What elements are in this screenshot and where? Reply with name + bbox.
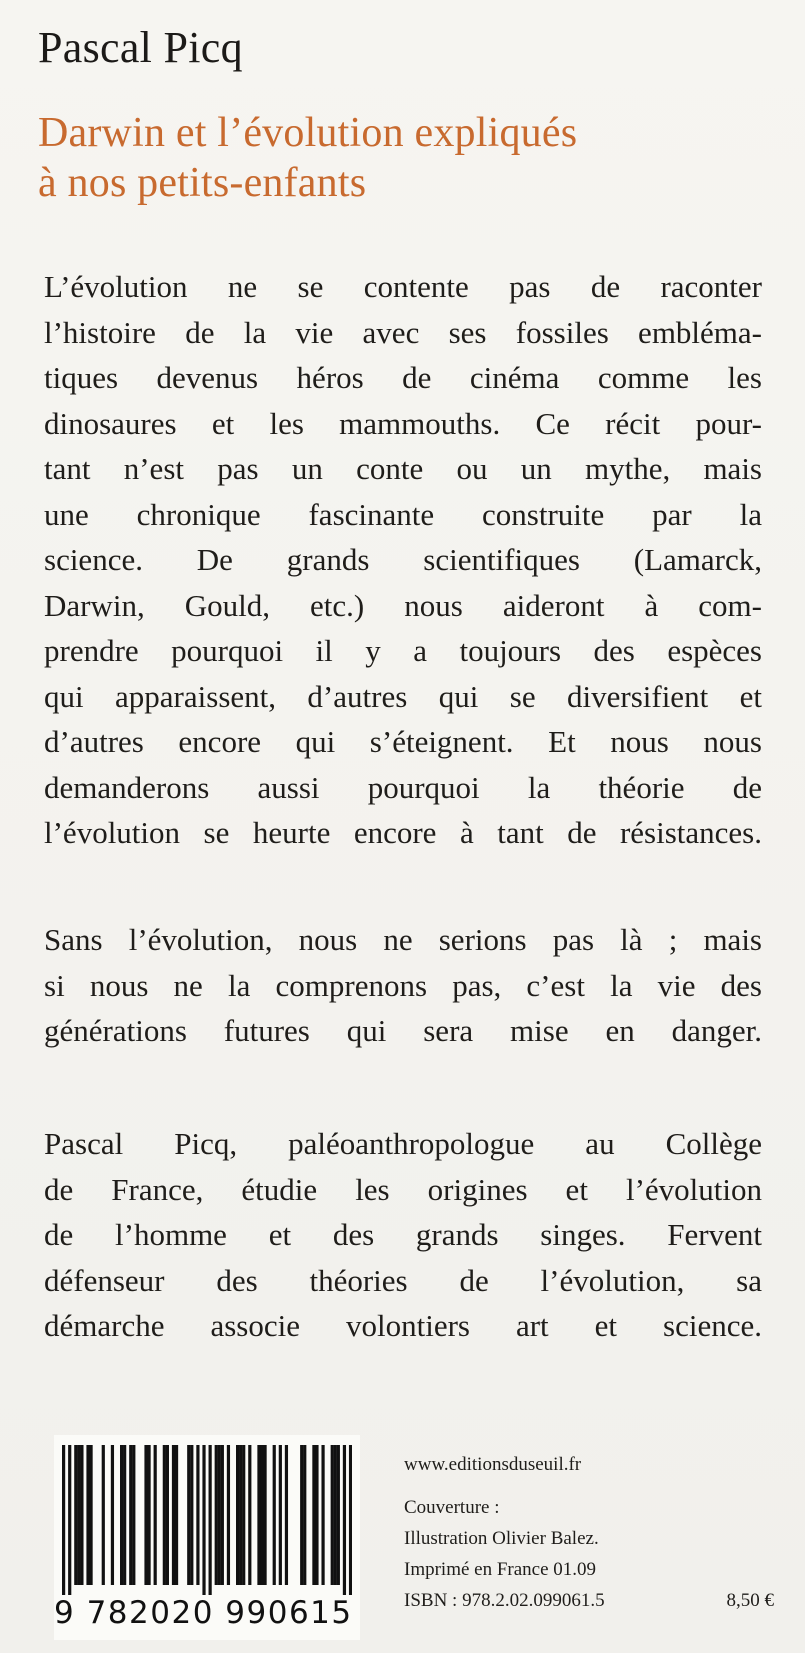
text-line: Pascal Picq, paléoanthropologue au Collège [44,1126,762,1161]
text-line: qui apparaissent, d’autres qui se diversifient et [44,678,762,714]
blurb-paragraph-2 [44,917,762,1054]
barcode-bar [154,1445,157,1585]
barcode-bar [196,1445,199,1585]
barcode-bar [263,1445,266,1585]
barcode-bar [285,1445,288,1585]
barcode-bar [279,1445,282,1585]
barcode-bar [147,1445,150,1585]
barcode-bar [163,1445,166,1585]
barcode-bar [227,1445,230,1585]
isbn-row [404,1585,774,1616]
book-title-line: Darwin et l’évolution expliqués [38,110,578,156]
barcode-bars [62,1445,352,1595]
barcode-bar [321,1445,324,1585]
credit-line: Imprimé en France 01.09 [404,1559,597,1580]
credit-line: Illustration Olivier Balez. [404,1528,599,1549]
text-line: Darwin, Gould, etc.) nous aideront à com- [44,587,762,623]
publisher-website: www.editionsduseuil.fr [404,1454,582,1475]
barcode-bar [334,1445,337,1585]
credit-line: Couverture : [404,1497,500,1518]
barcode-bar [303,1445,306,1585]
barcode-bar [190,1445,193,1585]
barcode-bar [187,1445,190,1585]
text-line: une chronique fascinante construite par la [44,496,762,532]
book-title-line: à nos petits-enfants [38,160,367,206]
text-line: tant n’est pas un conte ou un mythe, mais [44,451,762,486]
barcode-bar [74,1445,77,1585]
author-name: Pascal Picq [38,23,243,72]
text-line: Sans l’évolution, nous ne serions pas là ; mais [44,922,762,957]
barcode-bar [337,1445,340,1585]
barcode-bar [129,1445,132,1585]
barcode-bar [242,1445,245,1585]
barcode-bar [89,1445,92,1585]
barcode-bar [77,1445,80,1585]
barcode-bar [175,1445,178,1585]
barcode-bar [257,1445,260,1585]
blurb-paragraph-1 [44,264,762,856]
text-line: science. De grands scientifiques (Lamarck, [44,542,762,577]
text-line: prendre pourquoi il y a toujours des espèces [44,633,762,668]
publisher-info [404,1449,774,1616]
text-line: de l’homme et des grands singes. Fervent [44,1217,762,1252]
barcode-bar [315,1445,318,1585]
barcode-bar [236,1445,239,1585]
barcode-bar [209,1445,212,1595]
barcode-bar [239,1445,242,1585]
barcode-bar [215,1445,218,1585]
text-line: dinosaures et les mammouths. Ce récit pour- [44,405,762,441]
text-line: si nous ne la comprenons pas, c’est la vie des [44,967,762,1003]
barcode-bar [202,1445,205,1595]
text-line: demanderons aussi pourquoi la théorie de [44,769,762,805]
barcode-bar [331,1445,334,1585]
text-line: de France, étudie les origines et l’évolution [44,1171,762,1207]
text-line: démarche associe volontiers art et science. [44,1308,762,1343]
isbn: ISBN : 978.2.02.099061.5 [404,1590,605,1611]
barcode-bar [111,1445,114,1585]
text-line: générations futures qui sera mise en danger. [44,1013,762,1048]
barcode-bar [349,1445,352,1595]
barcode-bar [144,1445,147,1585]
barcode-bar [221,1445,224,1585]
book-title [38,108,778,208]
text-line: L’évolution ne se contente pas de raconter [44,269,762,304]
barcode-bar [102,1445,105,1585]
text-line: l’histoire de la vie avec ses fossiles embléma- [44,314,762,350]
barcode-number: 9 782020 990615 [54,1595,353,1631]
barcode-bar [132,1445,135,1585]
text-line: défenseur des théories de l’évolution, sa [44,1262,762,1298]
barcode-bar [123,1445,126,1585]
text-line: l’évolution se heurte encore à tant de résistances. [44,815,762,850]
barcode-bar [300,1445,303,1585]
text-line: d’autres encore qui s’éteignent. Et nous nous [44,724,762,759]
text-line: tiques devenus héros de cinéma comme les [44,360,762,395]
barcode-bar [343,1445,346,1595]
barcode-bar [172,1445,175,1585]
price: 8,50 € [726,1590,774,1611]
barcode-bar [248,1445,251,1585]
barcode-bar [166,1445,169,1585]
barcode-bar [218,1445,221,1585]
barcode-bar [62,1445,65,1595]
barcode-bar [312,1445,315,1585]
barcode-bar [273,1445,276,1585]
barcode-bar [80,1445,83,1585]
barcode [54,1435,360,1640]
barcode-bar [86,1445,89,1585]
barcode-bar [260,1445,263,1585]
barcode-bar [120,1445,123,1585]
author-bio-paragraph [44,1121,762,1349]
barcode-bar [68,1445,71,1595]
